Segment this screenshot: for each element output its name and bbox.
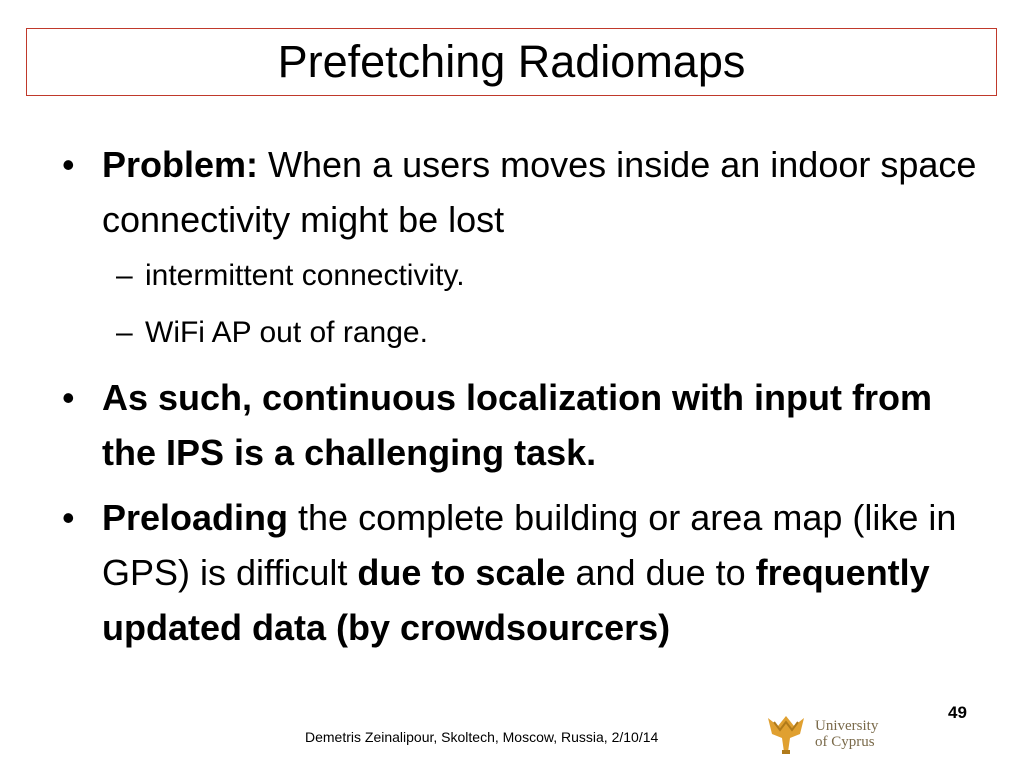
sub-text: WiFi AP out of range. xyxy=(145,316,428,349)
bullet-bold-lead: Problem: xyxy=(102,144,259,185)
sub-dash: – xyxy=(116,316,133,349)
sub-bullet-intermittent xyxy=(116,256,916,296)
page-number: 49 xyxy=(948,703,967,722)
logo-line-1: University xyxy=(815,718,879,734)
bullet-problem xyxy=(62,137,982,247)
bullet-text xyxy=(102,370,982,480)
bullet-body-2: and due to xyxy=(565,552,756,593)
bullet-text xyxy=(102,137,982,247)
bullet-bold-text: As such, continuous localization with input from the IPS is a challenging task. xyxy=(102,377,933,473)
bullet-bold-preloading: Preloading xyxy=(102,497,289,538)
bullet-body: the complete building or area map (like in GPS) is difficult xyxy=(102,497,957,593)
bullet-dot: • xyxy=(62,497,75,538)
bullet-bold-data: frequently updated data (by crowdsourcers) xyxy=(102,552,930,648)
university-logo-icon xyxy=(760,712,812,756)
university-logo xyxy=(760,712,900,756)
sub-dash: – xyxy=(116,259,133,292)
bullet-body: When a users moves inside an indoor space connectivity might be lost xyxy=(102,144,977,240)
logo-line-2: of Cyprus xyxy=(815,734,875,750)
bullet-bold-scale: due to scale xyxy=(357,552,566,593)
sub-text: intermittent connectivity. xyxy=(145,259,465,292)
footer-text: Demetris Zeinalipour, Skoltech, Moscow, Russia, 2/10/14 xyxy=(305,729,659,745)
university-logo-text xyxy=(815,718,878,750)
bullet-dot: • xyxy=(62,144,75,185)
sub-bullet-wifi xyxy=(116,313,916,353)
bullet-text xyxy=(102,490,982,655)
bullet-continuous xyxy=(62,370,982,480)
bullet-preloading xyxy=(62,490,982,655)
bullet-dot: • xyxy=(62,377,75,418)
slide-title: Prefetching Radiomaps xyxy=(277,35,746,87)
